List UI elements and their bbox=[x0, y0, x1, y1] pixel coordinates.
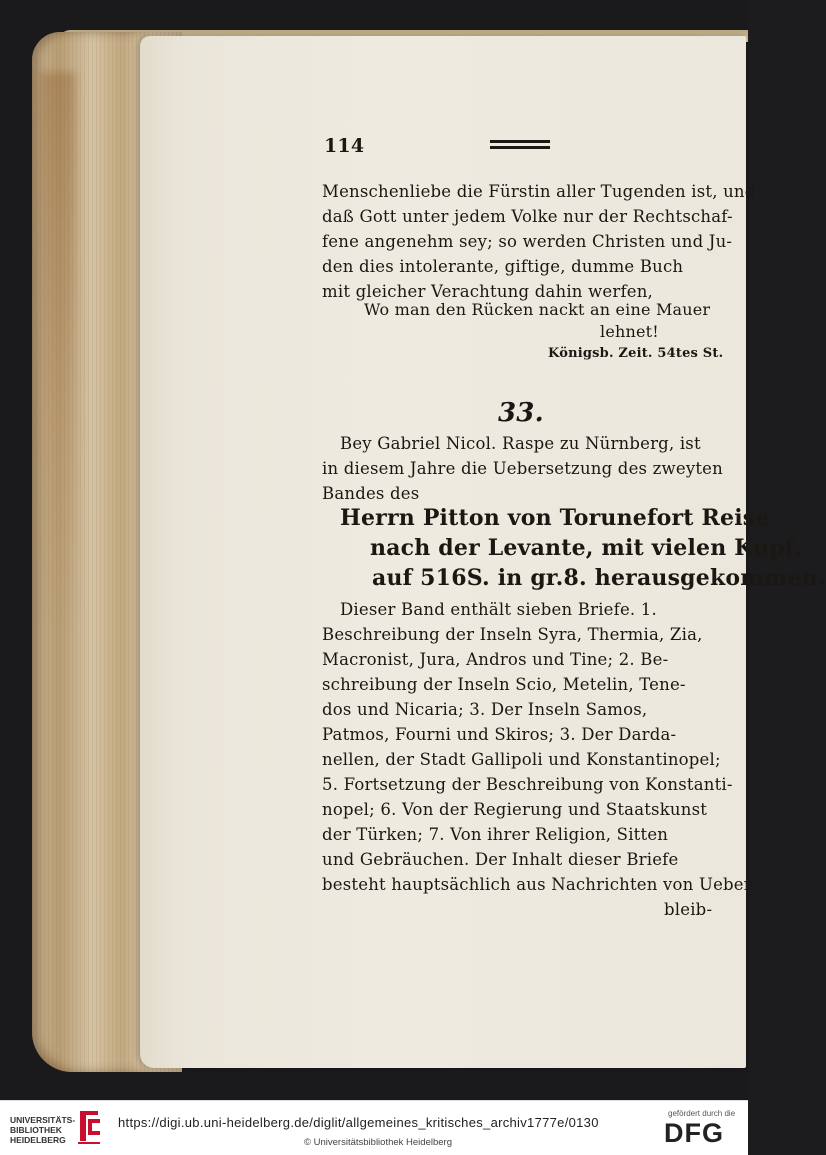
page-number: 114 bbox=[324, 135, 365, 157]
text-line: den dies intolerante, giftige, dumme Buch bbox=[322, 257, 684, 276]
text-line: Beschreibung der Inseln Syra, Thermia, Zia, bbox=[322, 625, 703, 644]
motto-quote-continued: lehnet! bbox=[600, 322, 659, 341]
text-line: daß Gott unter jedem Volke nur der Rechtschaf- bbox=[322, 207, 733, 226]
text-line: 5. Fortsetzung der Beschreibung von Konstanti- bbox=[322, 775, 733, 794]
catchword: bleib- bbox=[664, 900, 713, 919]
dfg-logo: DFG bbox=[664, 1118, 724, 1148]
copyright-notice: © Universitätsbibliothek Heidelberg bbox=[304, 1137, 452, 1148]
text-line: Menschenliebe die Fürstin aller Tugenden ist, und bbox=[322, 182, 756, 201]
title-line: auf 516S. in gr.8. herausgekommen. bbox=[372, 565, 826, 591]
text-line: mit gleicher Verachtung dahin werfen, bbox=[322, 282, 653, 301]
text-line: Bandes des bbox=[322, 484, 420, 503]
text-line: der Türken; 7. Von ihrer Religion, Sitten bbox=[322, 825, 669, 844]
viewer-footer bbox=[0, 1100, 748, 1155]
text-line: fene angenehm sey; so werden Christen und Ju- bbox=[322, 232, 733, 251]
text-line: nopel; 6. Von der Regierung und Staatskunst bbox=[322, 800, 708, 819]
library-name-line: HEIDELBERG bbox=[10, 1135, 66, 1145]
text-line: in diesem Jahre die Uebersetzung des zweyten bbox=[322, 459, 723, 478]
text-line: Bey Gabriel Nicol. Raspe zu Nürnberg, ist bbox=[340, 434, 701, 453]
text-line: schreibung der Inseln Scio, Metelin, Tene- bbox=[322, 675, 686, 694]
header-rule bbox=[490, 140, 550, 150]
text-line: Macronist, Jura, Andros und Tine; 2. Be- bbox=[322, 650, 669, 669]
library-name bbox=[10, 1115, 75, 1145]
text-line: Patmos, Fourni und Skiros; 3. Der Darda- bbox=[322, 725, 677, 744]
funding-note: gefördert durch die bbox=[668, 1109, 736, 1118]
title-line: nach der Levante, mit vielen Kupf. bbox=[370, 535, 802, 561]
text-line: besteht hauptsächlich aus Nachrichten von Ueber- bbox=[322, 875, 758, 894]
title-line: Herrn Pitton von Torunefort Reise bbox=[340, 505, 770, 531]
text-line: Dieser Band enthält sieben Briefe. 1. bbox=[340, 600, 657, 619]
text-line: und Gebräuchen. Der Inhalt dieser Briefe bbox=[322, 850, 679, 869]
text-line: dos und Nicaria; 3. Der Inseln Samos, bbox=[322, 700, 648, 719]
motto-quote: Wo man den Rücken nackt an eine Mauer bbox=[364, 300, 711, 319]
library-name-line: UNIVERSITÄTS- bbox=[10, 1115, 76, 1125]
quote-source: Königsb. Zeit. 54tes St. bbox=[548, 346, 724, 361]
text-line: nellen, der Stadt Gallipoli und Konstantinopel; bbox=[322, 750, 721, 769]
library-name-line: BIBLIOTHEK bbox=[10, 1125, 62, 1135]
permalink-url[interactable]: https://digi.ub.uni-heidelberg.de/diglit/allgemeines_kritisches_archiv1777e/0130 bbox=[118, 1115, 599, 1130]
section-number: 33. bbox=[498, 398, 544, 428]
university-logo-icon bbox=[74, 1107, 104, 1147]
